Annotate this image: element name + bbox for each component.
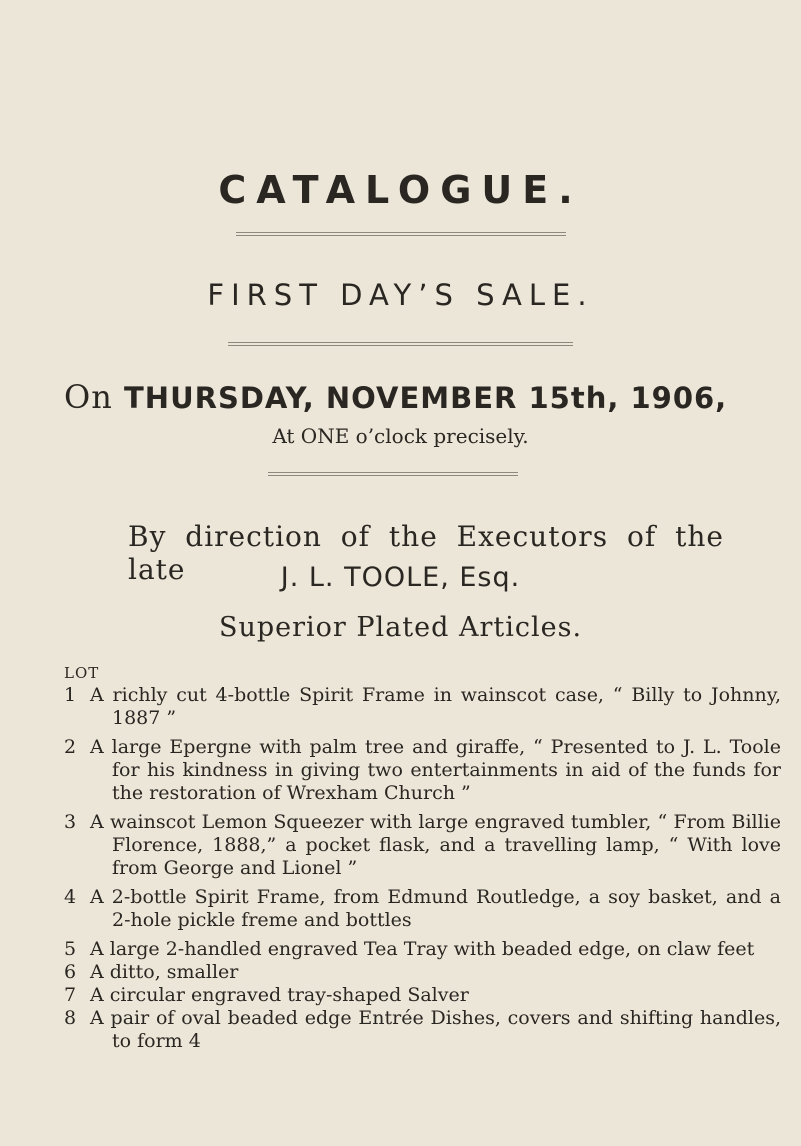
estate-name: J. L. TOOLE, Esq.	[280, 562, 521, 593]
lot-item	[56, 684, 781, 730]
lot-item	[56, 984, 781, 1007]
lot-description: A ditto, smaller	[90, 961, 239, 983]
lot-description: A large 2-handled engraved Tea Tray with beaded edge, on claw feet	[90, 938, 755, 960]
lot-item	[56, 961, 781, 984]
sale-subtitle: FIRST DAY’S SALE.	[207, 278, 594, 312]
catalogue-title: CATALOGUE.	[218, 168, 583, 212]
lot-description: A 2-bottle Spirit Frame, from Edmund Routledge, a soy basket, and a 2-hole pickle freme and bottles	[90, 886, 781, 931]
lot-number: 2	[63, 736, 77, 758]
lot-number: 8	[63, 1007, 77, 1029]
divider-rule	[268, 472, 518, 476]
lot-item	[56, 736, 781, 805]
date-text: THURSDAY, NOVEMBER 15th, 1906,	[124, 381, 728, 415]
sale-date	[64, 378, 754, 416]
lot-description: A circular engraved tray-shaped Salver	[90, 984, 469, 1006]
lot-number: 3	[63, 811, 77, 833]
lot-description: A pair of oval beaded edge Entrée Dishes, covers and shifting handles, to form 4	[90, 1007, 781, 1052]
sale-time: At ONE o’clock precisely.	[272, 424, 529, 448]
direction-line: By direction of the Executors of the late	[128, 520, 724, 586]
lot-number: 5	[63, 938, 77, 960]
date-prefix: On	[64, 378, 113, 416]
lot-description: A richly cut 4-bottle Spirit Frame in wainscot case, “ Billy to Johnny, 1887 ”	[90, 684, 781, 729]
divider-rule	[236, 232, 566, 236]
lot-description: A large Epergne with palm tree and giraffe, “ Presented to J. L. Toole for his kindness in giving two entertainments in aid of the funds for the restoration of Wrexham Church ”	[90, 736, 781, 804]
divider-rule	[228, 342, 573, 346]
lot-item	[56, 938, 781, 961]
lot-list	[56, 684, 781, 1053]
lot-item	[56, 1007, 781, 1053]
lot-number: 4	[63, 886, 77, 908]
lot-item	[56, 811, 781, 880]
lot-column-header: LOT	[64, 664, 100, 682]
lot-item	[56, 886, 781, 932]
lot-number: 7	[63, 984, 77, 1006]
lot-number: 6	[63, 961, 77, 983]
section-title: Superior Plated Articles.	[218, 612, 583, 643]
lot-description: A wainscot Lemon Squeezer with large engraved tumbler, “ From Billie Florence, 1888,” a pocket flask, and a travelling lamp, “ With love from George and Lionel ”	[90, 811, 781, 879]
lot-number: 1	[63, 684, 77, 706]
